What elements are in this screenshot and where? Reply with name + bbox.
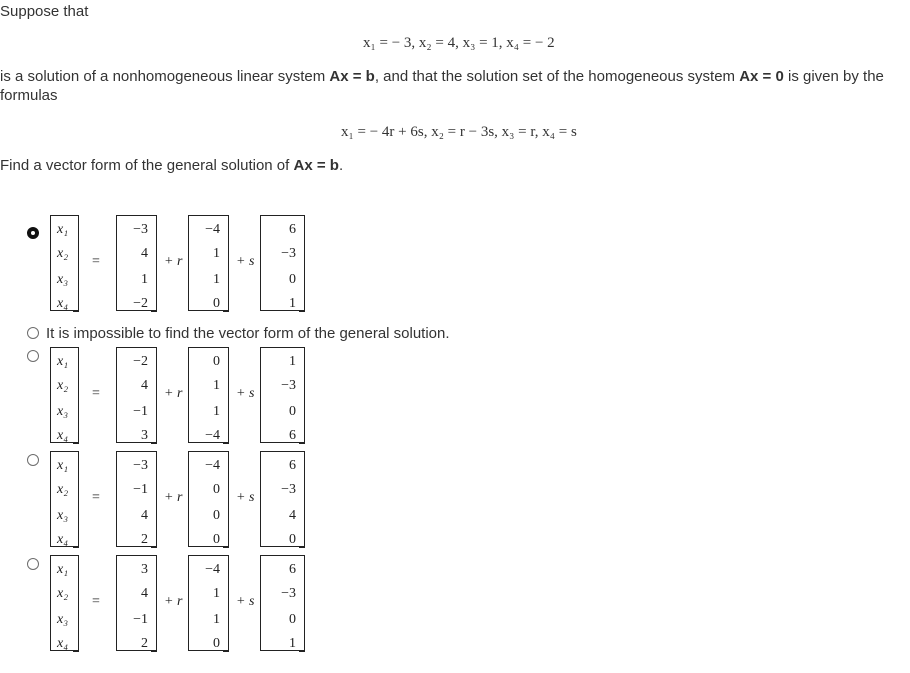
s-vector [260,215,304,311]
vector-entry: 4 [289,508,296,523]
vector-entry: 6 [289,222,296,237]
vector-entry: −1 [133,612,148,627]
vector-entry: 6 [289,458,296,473]
vector-entry: −2 [133,354,148,369]
vector-entry: 1 [141,272,148,287]
variable-vector [50,215,78,311]
plus-s: + s [236,594,255,609]
vector-entry: −3 [281,586,296,601]
var-x3: x₃ [57,404,69,419]
plus-s: + s [236,490,255,505]
variable-vector [50,347,78,443]
var-x4: x₄ [57,296,69,311]
vector-entry: 1 [213,272,220,287]
var-x2: x₂ [57,482,69,497]
vector-entry: −3 [281,482,296,497]
equals-sign: = [92,490,100,505]
vector-entry: 0 [213,508,220,523]
description-part3: is given by the formulas [0,68,884,104]
vector-entry: 4 [141,586,148,601]
vector-equation [50,553,310,653]
vector-equation [50,345,310,445]
system-ax-b: Ax = b [329,68,375,85]
particular-vector [116,215,156,311]
vector-entry: 0 [289,532,296,547]
vector-entry: −3 [281,378,296,393]
var-x2: x₂ [57,246,69,261]
var-x1: x₁ [57,354,69,369]
var-x1: x₁ [57,562,69,577]
vector-entry: −4 [205,458,220,473]
s-vector [260,347,304,443]
vector-entry: 1 [213,404,220,419]
answer-option-d[interactable] [0,449,520,551]
var-x3: x₃ [57,272,69,287]
equals-sign: = [92,254,100,269]
vector-entry: 0 [213,482,220,497]
vector-entry: 1 [213,612,220,627]
var-x2: x₂ [57,586,69,601]
plus-r: + r [164,254,183,269]
variable-vector [50,555,78,651]
vector-entry: 1 [213,246,220,261]
variable-vector [50,451,78,547]
r-vector [188,555,228,651]
plus-r: + r [164,490,183,505]
radio-button-selected[interactable] [27,227,39,239]
vector-entry: 4 [141,508,148,523]
vector-entry: 6 [289,562,296,577]
r-vector [188,215,228,311]
vector-entry: 1 [213,586,220,601]
vector-entry: 1 [289,296,296,311]
particular-vector [116,347,156,443]
r-vector [188,347,228,443]
var-x4: x₄ [57,532,69,547]
homogeneous-solution: x₁ = − 4r + 6s, x₂ = r − 3s, x₃ = r, x₄ = s [341,124,577,140]
vector-entry: −1 [133,404,148,419]
vector-entry: 3 [141,428,148,443]
plus-r: + r [164,594,183,609]
var-x3: x₃ [57,612,69,627]
vector-entry: −2 [133,296,148,311]
r-vector [188,451,228,547]
vector-entry: 0 [213,296,220,311]
answer-option-b[interactable] [0,322,520,344]
vector-entry: 2 [141,532,148,547]
vector-entry: −3 [281,246,296,261]
radio-button[interactable] [27,454,39,466]
radio-button[interactable] [27,350,39,362]
vector-entry: 3 [141,562,148,577]
plus-r: + r [164,386,183,401]
s-vector [260,555,304,651]
plus-s: + s [236,386,255,401]
vector-entry: 0 [289,404,296,419]
vector-entry: 1 [289,354,296,369]
vector-entry: 0 [289,612,296,627]
equals-sign: = [92,386,100,401]
vector-entry: 0 [213,636,220,651]
vector-entry: 1 [213,378,220,393]
question-part2: . [338,157,344,174]
radio-button[interactable] [27,558,39,570]
answer-option-c[interactable] [0,345,520,447]
var-x3: x₃ [57,508,69,523]
description-part1: is a solution of a nonhomogeneous linear system [0,68,330,85]
vector-entry: −3 [133,222,148,237]
vector-entry: 2 [141,636,148,651]
particular-vector [116,451,156,547]
vector-entry: 0 [213,354,220,369]
var-x4: x₄ [57,428,69,443]
var-x4: x₄ [57,636,69,651]
vector-entry: 0 [289,272,296,287]
intro-text: Suppose that [0,3,89,20]
plus-s: + s [236,254,255,269]
option-text: It is impossible to find the vector form of the general solution. [46,325,450,342]
vector-entry: 1 [289,636,296,651]
var-x1: x₁ [57,222,69,237]
description-part2: , and that the solution set of the homogeneous system [374,68,740,85]
vector-entry: 4 [141,246,148,261]
question-system: Ax = b [293,157,339,174]
s-vector [260,451,304,547]
answer-option-e[interactable] [0,553,520,655]
var-x2: x₂ [57,378,69,393]
particular-vector [116,555,156,651]
vector-entry: −4 [205,562,220,577]
vector-entry: −4 [205,222,220,237]
system-ax-0: Ax = 0 [739,68,784,85]
vector-entry: −4 [205,428,220,443]
answer-option-a[interactable] [0,213,520,315]
vector-entry: −1 [133,482,148,497]
problem-description [0,67,905,105]
question-part1: Find a vector form of the general solution of [0,157,294,174]
equals-sign: = [92,594,100,609]
var-x1: x₁ [57,458,69,473]
vector-entry: 4 [141,378,148,393]
question-text [0,156,343,175]
vector-entry: 6 [289,428,296,443]
vector-equation [50,449,310,549]
vector-entry: −3 [133,458,148,473]
vector-entry: 0 [213,532,220,547]
radio-button[interactable] [27,327,39,339]
vector-equation [50,213,310,313]
particular-solution: x₁ = − 3, x₂ = 4, x₃ = 1, x₄ = − 2 [363,35,555,51]
